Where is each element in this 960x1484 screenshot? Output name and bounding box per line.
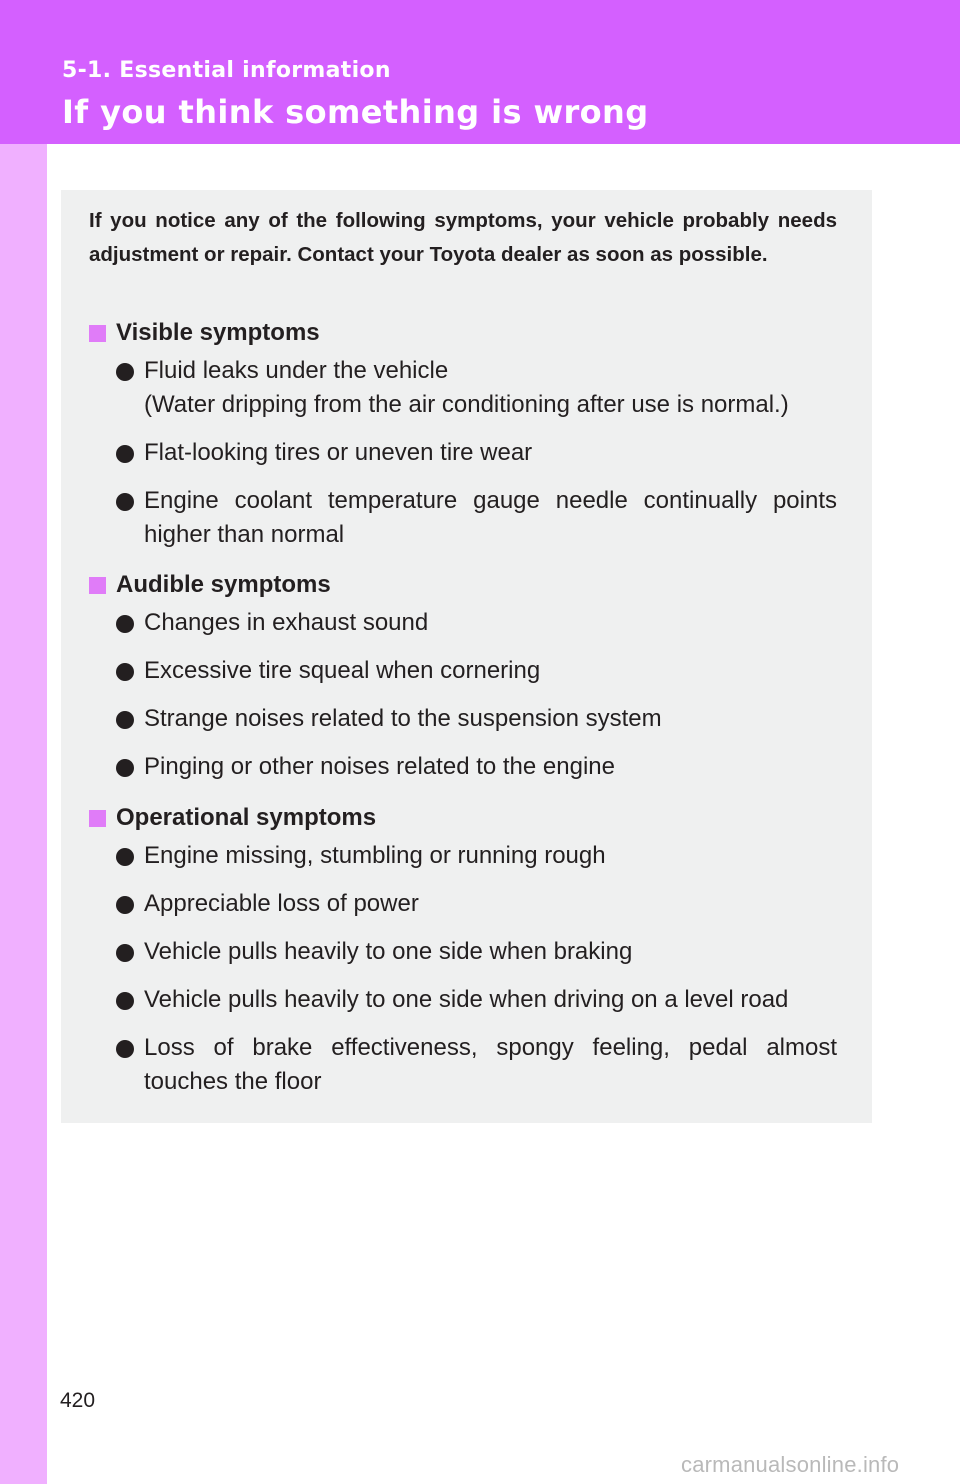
list-item-text: Changes in exhaust sound	[144, 609, 429, 636]
group-heading	[89, 568, 837, 602]
square-marker-icon	[89, 325, 106, 342]
symptoms-box	[61, 190, 872, 1123]
bullet-icon	[116, 944, 134, 962]
bullet-icon	[116, 363, 134, 381]
list-item	[89, 1031, 837, 1099]
bullet-icon	[116, 445, 134, 463]
bullet-icon	[116, 848, 134, 866]
page-title: If you think something is wrong	[62, 93, 649, 131]
watermark: carmanualsonline.info	[681, 1452, 900, 1477]
list-item-text: Engine coolant temperature gauge needle continually points higher than normal	[144, 487, 837, 548]
list-item	[89, 983, 837, 1017]
square-marker-icon	[89, 810, 106, 827]
bullet-icon	[116, 493, 134, 511]
side-strip	[0, 144, 47, 1484]
square-marker-icon	[89, 577, 106, 594]
group-audible-symptoms	[89, 568, 837, 784]
list-item	[89, 654, 837, 688]
list-item	[89, 750, 837, 784]
list-item	[89, 839, 837, 873]
group-heading-text: Visible symptoms	[116, 319, 320, 346]
list-item	[89, 354, 837, 422]
list-item-text: Flat-looking tires or uneven tire wear	[144, 439, 533, 466]
list-item-text: Engine missing, stumbling or running rough	[144, 842, 606, 869]
list-item	[89, 606, 837, 640]
list-item-text: Excessive tire squeal when cornering	[144, 657, 541, 684]
list-item-text: Pinging or other noises related to the engine	[144, 753, 615, 780]
bullet-icon	[116, 615, 134, 633]
group-visible-symptoms	[89, 316, 837, 552]
bullet-icon	[116, 992, 134, 1010]
bullet-icon	[116, 663, 134, 681]
group-heading-text: Audible symptoms	[116, 571, 331, 598]
list-item-text: Vehicle pulls heavily to one side when driving on a level road	[144, 986, 789, 1013]
bullet-icon	[116, 711, 134, 729]
section-label: 5-1. Essential information	[62, 58, 391, 83]
bullet-icon	[116, 1040, 134, 1058]
intro-paragraph: If you notice any of the following symptoms, your vehicle probably needs adjustment or repair. Contact your Toyota dealer as soon as possible.	[89, 209, 837, 266]
bullet-icon	[116, 896, 134, 914]
list-item	[89, 935, 837, 969]
group-heading	[89, 801, 837, 835]
list-item	[89, 436, 837, 470]
group-operational-symptoms	[89, 801, 837, 1099]
bullet-icon	[116, 759, 134, 777]
list-item-text: Strange noises related to the suspension system	[144, 705, 662, 732]
list-item	[89, 484, 837, 552]
list-item	[89, 702, 837, 736]
group-heading	[89, 316, 837, 350]
list-item-text: Vehicle pulls heavily to one side when braking	[144, 938, 633, 965]
page-header	[0, 0, 960, 144]
list-item	[89, 887, 837, 921]
list-item-note: (Water dripping from the air conditioning after use is normal.)	[144, 391, 789, 418]
list-item-text: Loss of brake effectiveness, spongy feeling, pedal almost touches the floor	[144, 1034, 837, 1095]
group-heading-text: Operational symptoms	[116, 804, 377, 831]
list-item-text: Appreciable loss of power	[144, 890, 419, 917]
page-number: 420	[60, 1389, 96, 1412]
list-item-text: Fluid leaks under the vehicle	[144, 357, 449, 384]
